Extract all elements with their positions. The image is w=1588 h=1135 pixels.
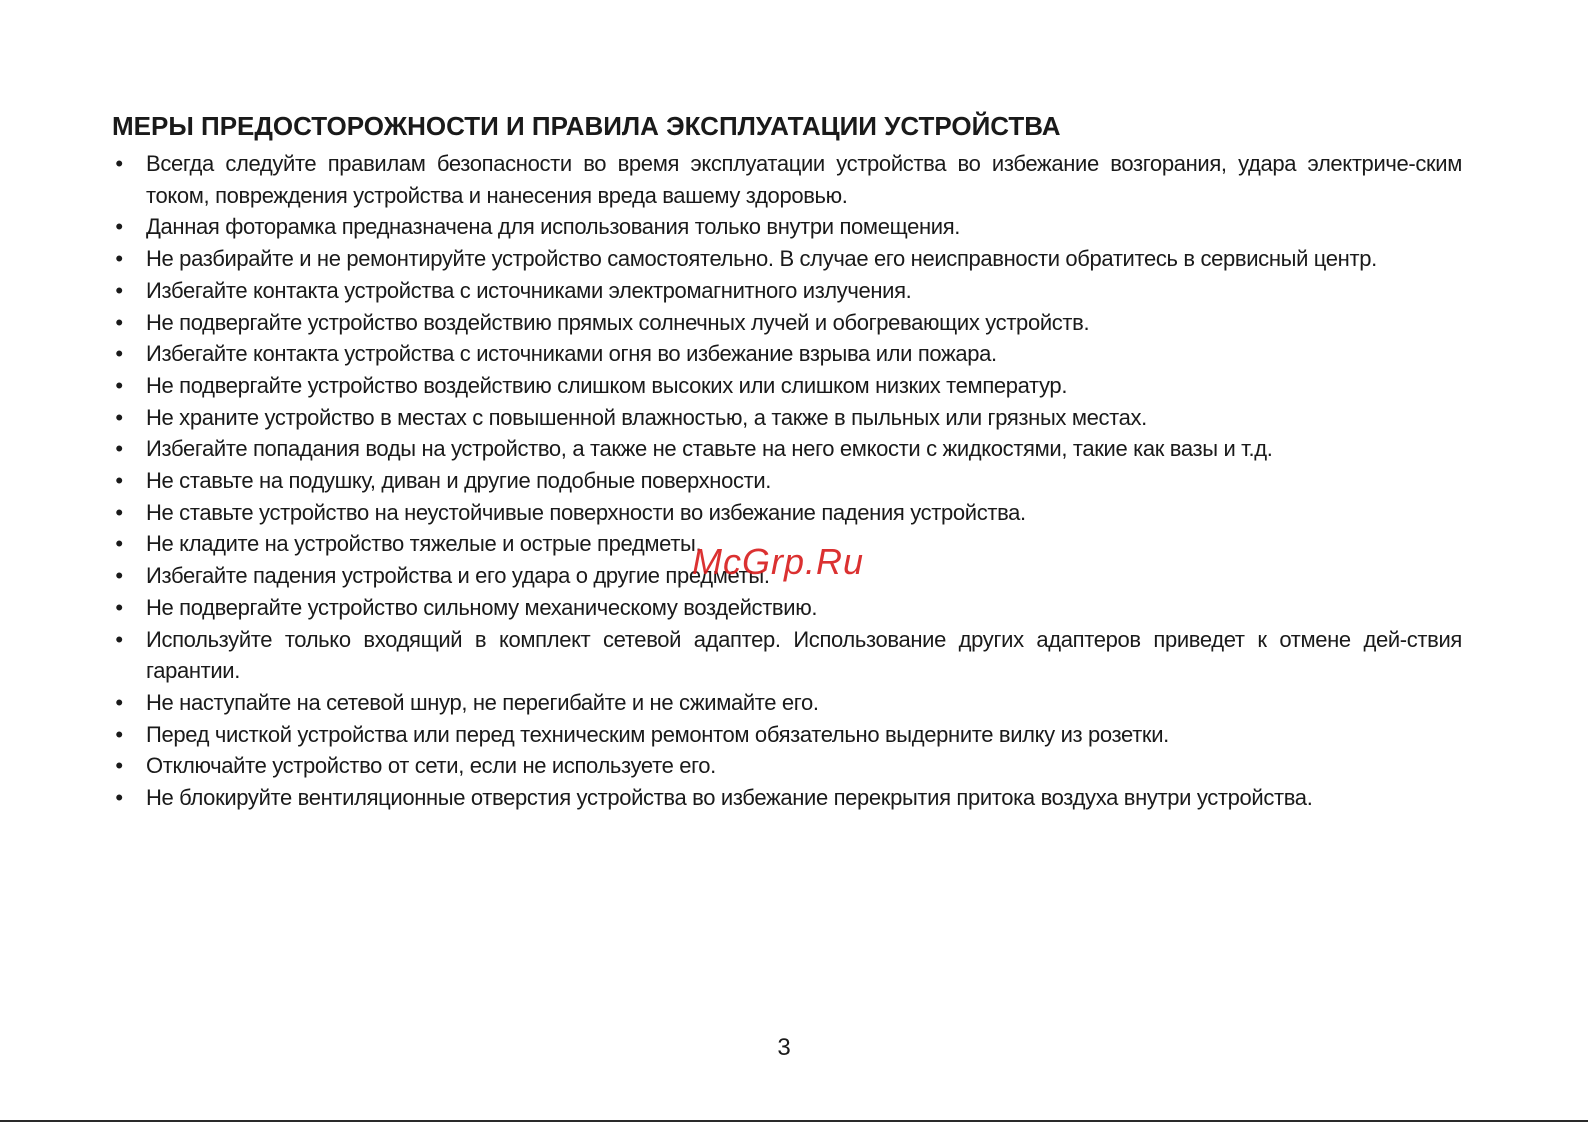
- list-item: [112, 402, 1462, 434]
- watermark: McGrp.Ru: [692, 541, 865, 582]
- bullet-icon: •: [115, 468, 123, 494]
- bullet-icon: •: [115, 341, 123, 367]
- list-item: [112, 687, 1462, 719]
- list-item: [112, 148, 1462, 211]
- page-number: 3: [777, 1034, 791, 1061]
- list-item-text: Не блокируйте вентиляционные отверстия устройства во избежание перекрытия притока воздуха внутри устройства.: [146, 785, 1313, 811]
- list-item-text: Данная фоторамка предназначена для использования только внутри помещения.: [146, 214, 961, 240]
- bullet-icon: •: [115, 785, 123, 811]
- list-item-text: Не кладите на устройство тяжелые и острые предметы.: [146, 531, 702, 557]
- list-item: [112, 275, 1462, 307]
- bullet-icon: •: [115, 753, 123, 779]
- bullet-icon: •: [115, 214, 123, 240]
- bullet-icon: •: [115, 594, 123, 620]
- list-item-text: Не храните устройство в местах с повышенной влажностью, а также в пыльных или грязных местах.: [146, 404, 1147, 430]
- list-item: [112, 243, 1462, 275]
- list-item-text: Не подвергайте устройство сильному механическому воздействию.: [146, 594, 818, 620]
- list-item-text: Избегайте контакта устройства с источниками огня во избежание взрыва или пожара.: [146, 341, 997, 367]
- list-item-text: Не подвергайте устройство воздействию слишком высоких или слишком низких температур.: [146, 372, 1068, 398]
- content-area: [112, 108, 1462, 814]
- list-item: [112, 338, 1462, 370]
- bottom-divider: [0, 1120, 1588, 1122]
- list-item-text: Не наступайте на сетевой шнур, не перегибайте и не сжимайте его.: [146, 689, 819, 715]
- list-item-text: Всегда следуйте правилам безопасности во время эксплуатации устройства во избежание возгорания, удара электриче-ским током, повреждения устройства и нанесения вреда вашему здоровью.: [146, 151, 1462, 208]
- list-item-text: Не ставьте на подушку, диван и другие подобные поверхности.: [146, 468, 772, 494]
- bullet-icon: •: [115, 372, 123, 398]
- list-item: [112, 624, 1462, 687]
- list-item-text: Используйте только входящий в комплект сетевой адаптер. Использование других адаптеров приведет к отмене дей-ствия гарантии.: [146, 626, 1462, 684]
- list-item: [112, 433, 1462, 465]
- list-item-text: Избегайте контакта устройства с источниками электромагнитного излучения.: [146, 277, 912, 303]
- list-item-text: Не подвергайте устройство воздействию прямых солнечных лучей и обогревающих устройств.: [146, 309, 1090, 335]
- bullet-icon: •: [115, 277, 123, 303]
- list-item-text: Не ставьте устройство на неустойчивые поверхности во избежание падения устройства.: [146, 499, 1026, 525]
- list-item-text: Избегайте попадания воды на устройство, а также не ставьте на него емкости с жидкостями, такие как вазы и т.д.: [146, 436, 1273, 462]
- bullet-icon: •: [115, 404, 123, 430]
- bullet-icon: •: [115, 563, 123, 589]
- list-item: [112, 592, 1462, 624]
- list-item-text: Отключайте устройство от сети, если не используете его.: [146, 753, 716, 779]
- list-item: [112, 465, 1462, 497]
- list-item-text: Не разбирайте и не ремонтируйте устройство самостоятельно. В случае его неисправности обратитесь в сервисный центр.: [146, 246, 1377, 272]
- list-item: [112, 370, 1462, 402]
- list-item: [112, 782, 1462, 814]
- bullet-icon: •: [115, 309, 123, 335]
- list-item: [112, 497, 1462, 529]
- bullet-icon: •: [115, 499, 123, 525]
- list-item: [112, 307, 1462, 339]
- bullet-icon: •: [115, 151, 123, 176]
- list-item: [112, 719, 1462, 751]
- list-item: [112, 211, 1462, 243]
- bullet-icon: •: [115, 626, 123, 652]
- bullet-icon: •: [115, 689, 123, 715]
- list-item: [112, 750, 1462, 782]
- bullet-icon: •: [115, 531, 123, 557]
- precautions-list: [112, 148, 1462, 814]
- list-item-text: Избегайте падения устройства и его удара о другие предметы.: [146, 563, 770, 589]
- bullet-icon: •: [115, 721, 123, 747]
- list-item-text: Перед чисткой устройства или перед техническим ремонтом обязательно выдерните вилку из розетки.: [146, 721, 1169, 747]
- bullet-icon: •: [115, 436, 123, 462]
- page-title: МЕРЫ ПРЕДОСТОРОЖНОСТИ И ПРАВИЛА ЭКСПЛУАТАЦИИ УСТРОЙСТВА: [112, 111, 1061, 141]
- bullet-icon: •: [115, 246, 123, 272]
